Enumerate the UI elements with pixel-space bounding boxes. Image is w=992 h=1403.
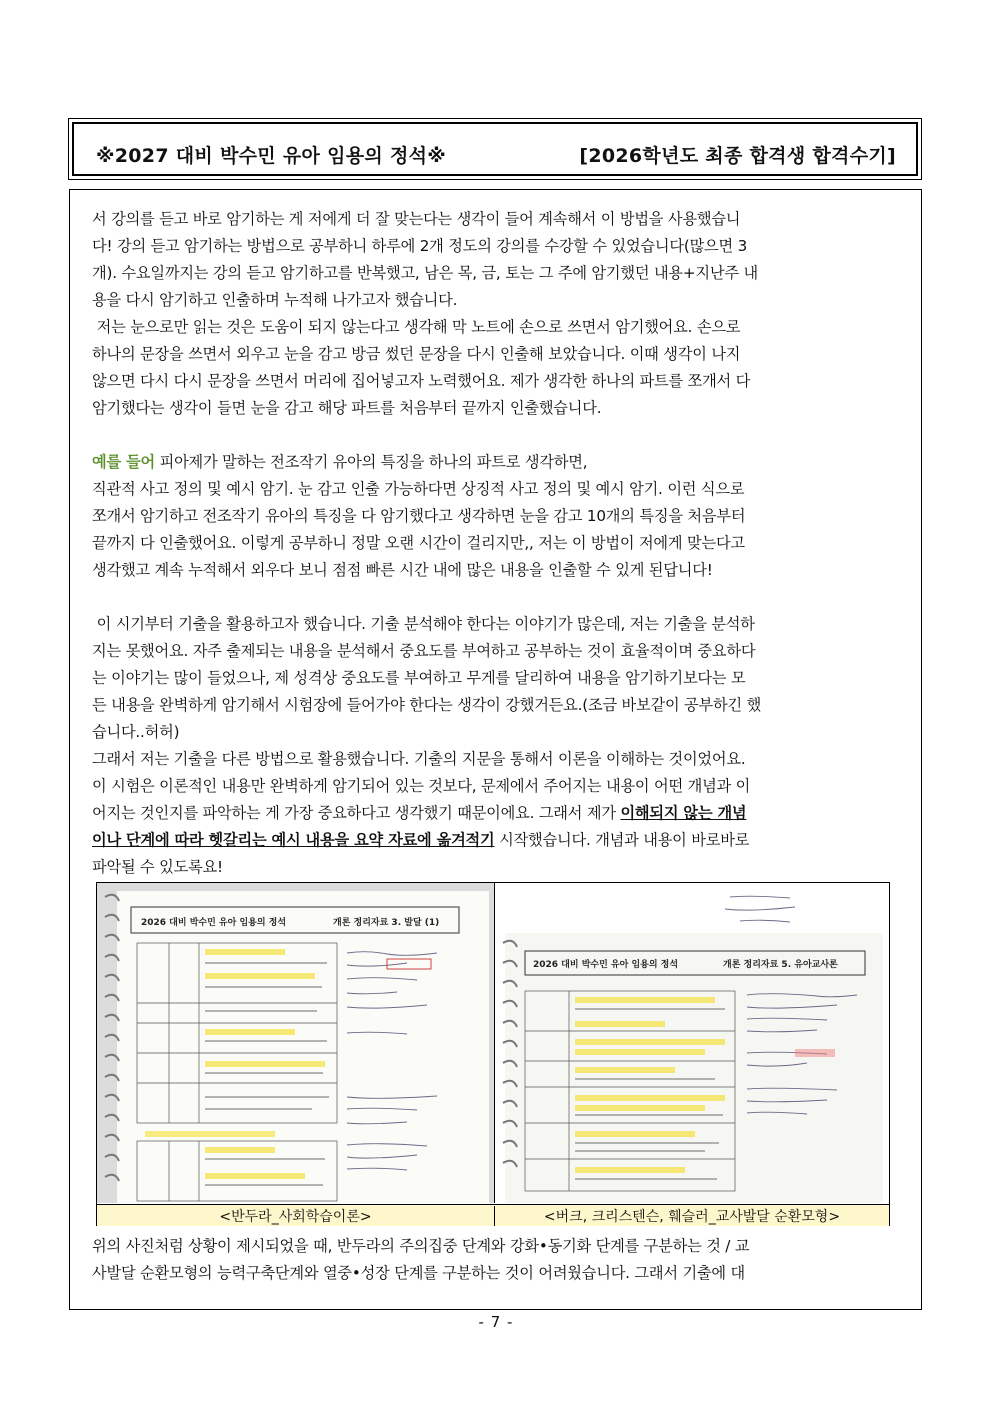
- sheet-title-left: 2026 대비 박수민 유아 임용의 정석: [141, 918, 287, 928]
- body-text: [92, 206, 900, 881]
- header-title: ※2027 대비 박수민 유아 임용의 정석※: [96, 145, 447, 167]
- spacer: [92, 584, 900, 611]
- paragraph-5: 이 시기부터 기출을 활용하고자 했습니다. 기출 분석해야 한다는 이야기가 많은데, 저는 기출을 분석하 지는 못했어요. 자주 출제되는 내용을 분석해서 중요도를 부여하고 공부하는 것이 효율적이며 중요하다 는 이야기는 많이 들었으나, 제 성격상 중요도를 부여하고 무게를 달리하여 내용을 암기하기보다는 모 든 내용을 완벽하게 암기해서 시험장에 들어가야 한다는 생각이 강했거든요.(조금 바보같이 공부하긴 했 습니다..허허): [92, 615, 762, 741]
- photo-bandura-notes: [97, 883, 495, 1203]
- spacer: [92, 422, 900, 449]
- paragraph-7: 위의 사진처럼 상황이 제시되었을 때, 반두라의 주의집중 단계와 강화•동기화 단계를 구분하는 것 / 교 사발달 순환모형의 능력구축단계와 열중•성장 단계를 구분하는 것이 어려웠습니다. 그래서 기출에 대: [92, 1237, 750, 1282]
- paragraph-1: 서 강의를 듣고 바로 암기하는 게 저에게 더 잘 맞는다는 생각이 들어 계속해서 이 방법을 사용했습니 다! 강의 듣고 암기하는 방법으로 공부하니 하루에 2개 정도의 강의를 수강할 수 있었습니다(많으면 3 개). 수요일까지는 강의 듣고 암기하고를 반복했고, 남은 목, 금, 토는 그 주에 암기했던 내용+지난주 내 용을 다시 암기하고 인출하며 누적해 나가고자 했습니다.: [92, 210, 758, 309]
- notebook-photo-left: [97, 883, 494, 1203]
- paragraph-6-a: 그래서 저는 기출을 다른 방법으로 활용했습니다. 기출의 지문을 통해서 이론을 이해하는 것이었어요. 이 시험은 이론적인 내용만 완벽하게 암기되어 있는 것보다, 문제에서 주어지는 내용이 어떤 개념과 이 어지는 것인지를 파악하는 게 가장 중요하다고 생각했기 때문이에요. 그래서 제가: [92, 750, 751, 822]
- paragraph-6-b: 시작했습니다. 개념과 내용이 바로바로 파악될 수 있도록요!: [92, 831, 750, 876]
- caption-left: <반두라_사회학습이론>: [97, 1206, 495, 1226]
- header-subtitle: [2026학년도 최종 합격생 합격수기]: [579, 145, 896, 167]
- example-highlight: 예를 들어: [92, 453, 155, 471]
- underlined-phrase-1: 이해되지 않는 개념: [620, 804, 747, 822]
- paragraph-2: 저는 눈으로만 읽는 것은 도움이 되지 않는다고 생각해 막 노트에 손으로 쓰면서 암기했어요. 손으로 하나의 문장을 쓰면서 외우고 눈을 감고 방금 썼던 문장을 다시 인출해 보았습니다. 이때 생각이 나지 않으면 다시 다시 문장을 쓰면서 머리에 집어넣고자 노력했어요. 제가 생각한 하나의 파트를 쪼개서 다 암기했다는 생각이 들면 눈을 감고 해당 파트를 처음부터 끝까지 인출했습니다.: [92, 318, 751, 417]
- figure-table: [96, 882, 890, 1226]
- underlined-phrase-2: 이나 단계에 따라 헷갈리는 예시 내용을 요약 자료에 옮겨적기: [92, 831, 495, 849]
- paragraph-3-rest: 피아제가 말하는 전조작기 유아의 특징을 하나의 파트로 생각하면,: [154, 453, 588, 471]
- paragraph-4: 직관적 사고 정의 및 예시 암기. 눈 감고 인출 가능하다면 상징적 사고 정의 및 예시 암기. 이런 식으로 쪼개서 암기하고 전조작기 유아의 특징을 다 암기했다고 생각하면 눈을 감고 10개의 특징을 처음부터 끝까지 다 인출했어요. 이렇게 공부하니 정말 오랜 시간이 걸리지만,, 저는 이 방법이 저에게 맞는다고 생각했고 계속 누적해서 외우다 보니 점점 빠른 시간 내에 많은 내용을 인출할 수 있게 된답니다!: [92, 480, 746, 579]
- sheet-title-right: 2026 대비 박수민 유아 임용의 정석: [533, 960, 679, 970]
- photo-teacher-development-notes: [495, 883, 889, 1203]
- sheet-subtitle-left: 개론 정리자료 3. 발달 (1): [333, 918, 440, 928]
- sheet-subtitle-right: 개론 정리자료 5. 유아교사론: [723, 960, 838, 970]
- body-text-after-figure: [92, 1233, 900, 1287]
- notebook-photo-right: [495, 883, 889, 1203]
- header-box: [68, 118, 922, 180]
- caption-right: <버크, 크리스텐슨, 훼슬러_교사발달 순환모형>: [543, 1209, 841, 1225]
- header-inner-border: [72, 122, 918, 176]
- paragraph-6: [92, 746, 900, 881]
- paragraph-3: [92, 449, 900, 476]
- page-number: - 7 -: [478, 1313, 514, 1331]
- caption-row: [97, 1204, 889, 1226]
